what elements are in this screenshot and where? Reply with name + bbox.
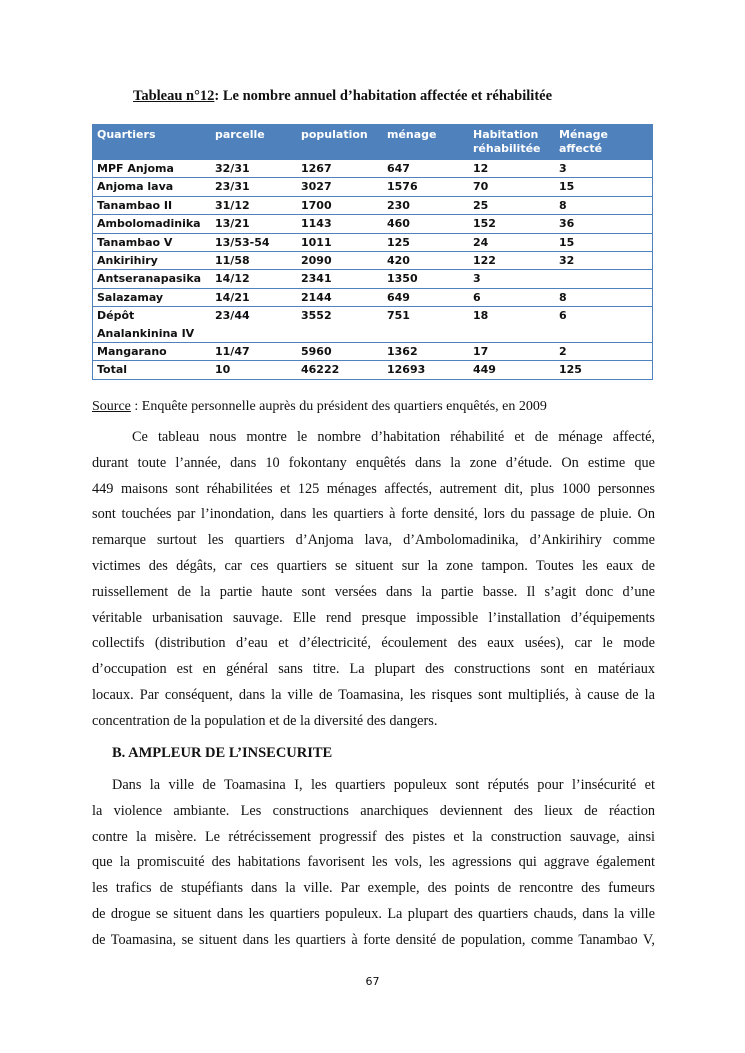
table-cell: 1011: [297, 233, 383, 251]
table-cell: 10: [211, 361, 297, 379]
table-row: [93, 196, 653, 214]
table-cell: Salazamay: [93, 288, 212, 306]
text-line: ruissellement de la partie haute sont versées dans la partie basse. Il s’agit donc d’une: [92, 583, 655, 600]
text-line: durant toute l’année, dans 10 fokontany enquêtés dans la zone d’étude. On estime que: [92, 454, 655, 471]
table-cell: 230: [383, 196, 469, 214]
data-table: [92, 124, 653, 380]
table-cell: 5960: [297, 343, 383, 361]
table-cell: 125: [383, 233, 469, 251]
table-cell: 11/58: [211, 252, 297, 270]
table-cell: 18: [469, 307, 555, 343]
text-line: la violence ambiante. Les constructions anarchiques deviennent des lieux de réaction: [92, 802, 655, 819]
table-row: [93, 361, 653, 379]
table-cell: 1576: [383, 178, 469, 196]
text-line: les trafics de stupéfiants dans la ville. Par exemple, des points de rencontre des fumeurs: [92, 880, 655, 897]
text-line: de drogue se situent dans les quartiers populeux. La plupart des quartiers chauds, dans la ville: [92, 905, 655, 922]
table-row: [93, 252, 653, 270]
table-row: [93, 178, 653, 196]
table-title: [133, 88, 552, 105]
column-header: Ménage affecté: [555, 125, 653, 161]
table-cell: 70: [469, 178, 555, 196]
table-title-text: : Le nombre annuel d’habitation affectée et réhabilitée: [214, 88, 553, 104]
table-cell: Total: [93, 361, 212, 379]
text-line: sont touchées par l’inondation, dans les quartiers à forte densité, lors du passage de pluie. On: [92, 506, 655, 523]
table-header-row: [93, 125, 653, 161]
text-line: d’occupation est en général sans titre. La plupart des constructions sont en matériaux: [92, 661, 655, 678]
table-row: [93, 343, 653, 361]
source-note: [92, 399, 547, 415]
table-cell: Anjoma lava: [93, 178, 212, 196]
table-cell: 449: [469, 361, 555, 379]
table-cell: 11/47: [211, 343, 297, 361]
table-cell: 31/12: [211, 196, 297, 214]
table-cell: 17: [469, 343, 555, 361]
table-cell: 32/31: [211, 160, 297, 178]
table-cell: 8: [555, 196, 653, 214]
text-line: collectifs (distribution d’eau et d’électricité, écoulement des eaux usées), car le mode: [92, 635, 655, 652]
paragraph-2: [92, 773, 655, 954]
table-cell: 3552: [297, 307, 383, 343]
column-header: Habitation réhabilitée: [469, 125, 555, 161]
table-number: Tableau n°12: [133, 88, 215, 104]
page-number: 67: [365, 975, 380, 988]
column-header: parcelle: [211, 125, 297, 161]
table-cell: MPF Anjoma: [93, 160, 212, 178]
column-header: ménage: [383, 125, 469, 161]
table-cell: 420: [383, 252, 469, 270]
table-cell: 14/21: [211, 288, 297, 306]
table-cell: Dépôt Analankinina IV: [93, 307, 212, 343]
table-row: [93, 307, 653, 343]
table-cell: 24: [469, 233, 555, 251]
text-line: Dans la ville de Toamasina I, les quartiers populeux sont réputés pour l’insécurité et: [112, 777, 655, 793]
table-cell: 14/12: [211, 270, 297, 288]
table-cell: 125: [555, 361, 653, 379]
text-line: que la promiscuité des habitations favorisent les vols, les agressions qui aggrave également: [92, 854, 655, 871]
table-cell: 2144: [297, 288, 383, 306]
table-cell: Tanambao II: [93, 196, 212, 214]
table-cell: 122: [469, 252, 555, 270]
table-cell: 1267: [297, 160, 383, 178]
table-cell: 8: [555, 288, 653, 306]
table-cell: 751: [383, 307, 469, 343]
table-cell: 25: [469, 196, 555, 214]
table-cell: 460: [383, 215, 469, 233]
table-cell: 6: [469, 288, 555, 306]
table-cell: 23/31: [211, 178, 297, 196]
text-line: contre la misère. Le rétrécissement progressif des pistes et la construction sauvage, ainsi: [92, 828, 655, 845]
table-cell: 2341: [297, 270, 383, 288]
table-cell: 1143: [297, 215, 383, 233]
table-cell: 12693: [383, 361, 469, 379]
text-line: véritable urbanisation sauvage. Elle rend presque impossible l’installation d’équipements: [92, 609, 655, 626]
table-row: [93, 215, 653, 233]
text-line: victimes des dégâts, car ces quartiers se situent sur la zone tampon. Toutes les eaux de: [92, 557, 655, 574]
table-cell: 23/44: [211, 307, 297, 343]
table-row: [93, 270, 653, 288]
table-cell: 32: [555, 252, 653, 270]
table-row: [93, 160, 653, 178]
table-cell: 1350: [383, 270, 469, 288]
section-heading: B. AMPLEUR DE L’INSECURITE: [112, 745, 333, 761]
table-cell: 1700: [297, 196, 383, 214]
table-cell: 152: [469, 215, 555, 233]
table-cell: 15: [555, 233, 653, 251]
table-cell: 3: [555, 160, 653, 178]
text-line: 449 maisons sont réhabilitées et 125 ménages affectés, autrement dit, plus 1000 personnes: [92, 480, 655, 497]
table-cell: Mangarano: [93, 343, 212, 361]
table-cell: 15: [555, 178, 653, 196]
text-line: locaux. Par conséquent, dans la ville de Toamasina, les risques sont multipliés, à cause de la: [92, 686, 655, 703]
table-row: [93, 233, 653, 251]
table-cell: Tanambao V: [93, 233, 212, 251]
table-cell: 2: [555, 343, 653, 361]
table-cell: Ankirihiry: [93, 252, 212, 270]
table-cell: [555, 270, 653, 288]
table-cell: 13/21: [211, 215, 297, 233]
source-text: : Enquête personnelle auprès du président des quartiers enquêtés, en 2009: [130, 399, 547, 414]
table-cell: 46222: [297, 361, 383, 379]
column-header: Quartiers: [93, 125, 212, 161]
table-cell: 647: [383, 160, 469, 178]
table-cell: Antseranapasika: [93, 270, 212, 288]
table-cell: 649: [383, 288, 469, 306]
table-cell: 12: [469, 160, 555, 178]
text-line: de Toamasina, se situent dans les quartiers à forte densité de population, comme Tanambao V,: [92, 931, 655, 948]
table-cell: 1362: [383, 343, 469, 361]
text-line: concentration de la population et de la diversité des dangers.: [92, 712, 438, 729]
text-line: Ce tableau nous montre le nombre d’habitation réhabilité et de ménage affecté,: [132, 429, 655, 445]
table-cell: 3027: [297, 178, 383, 196]
paragraph-1: [92, 425, 655, 735]
text-line: remarque surtout les quartiers d’Anjoma lava, d’Ambolomadinika, d’Ankirihiry comme: [92, 532, 655, 549]
table-cell: 3: [469, 270, 555, 288]
table-row: [93, 288, 653, 306]
table-cell: Ambolomadinika: [93, 215, 212, 233]
table-cell: 36: [555, 215, 653, 233]
table-cell: 6: [555, 307, 653, 343]
column-header: population: [297, 125, 383, 161]
table-cell: 2090: [297, 252, 383, 270]
source-label: Source: [92, 399, 131, 414]
table-cell: 13/53-54: [211, 233, 297, 251]
